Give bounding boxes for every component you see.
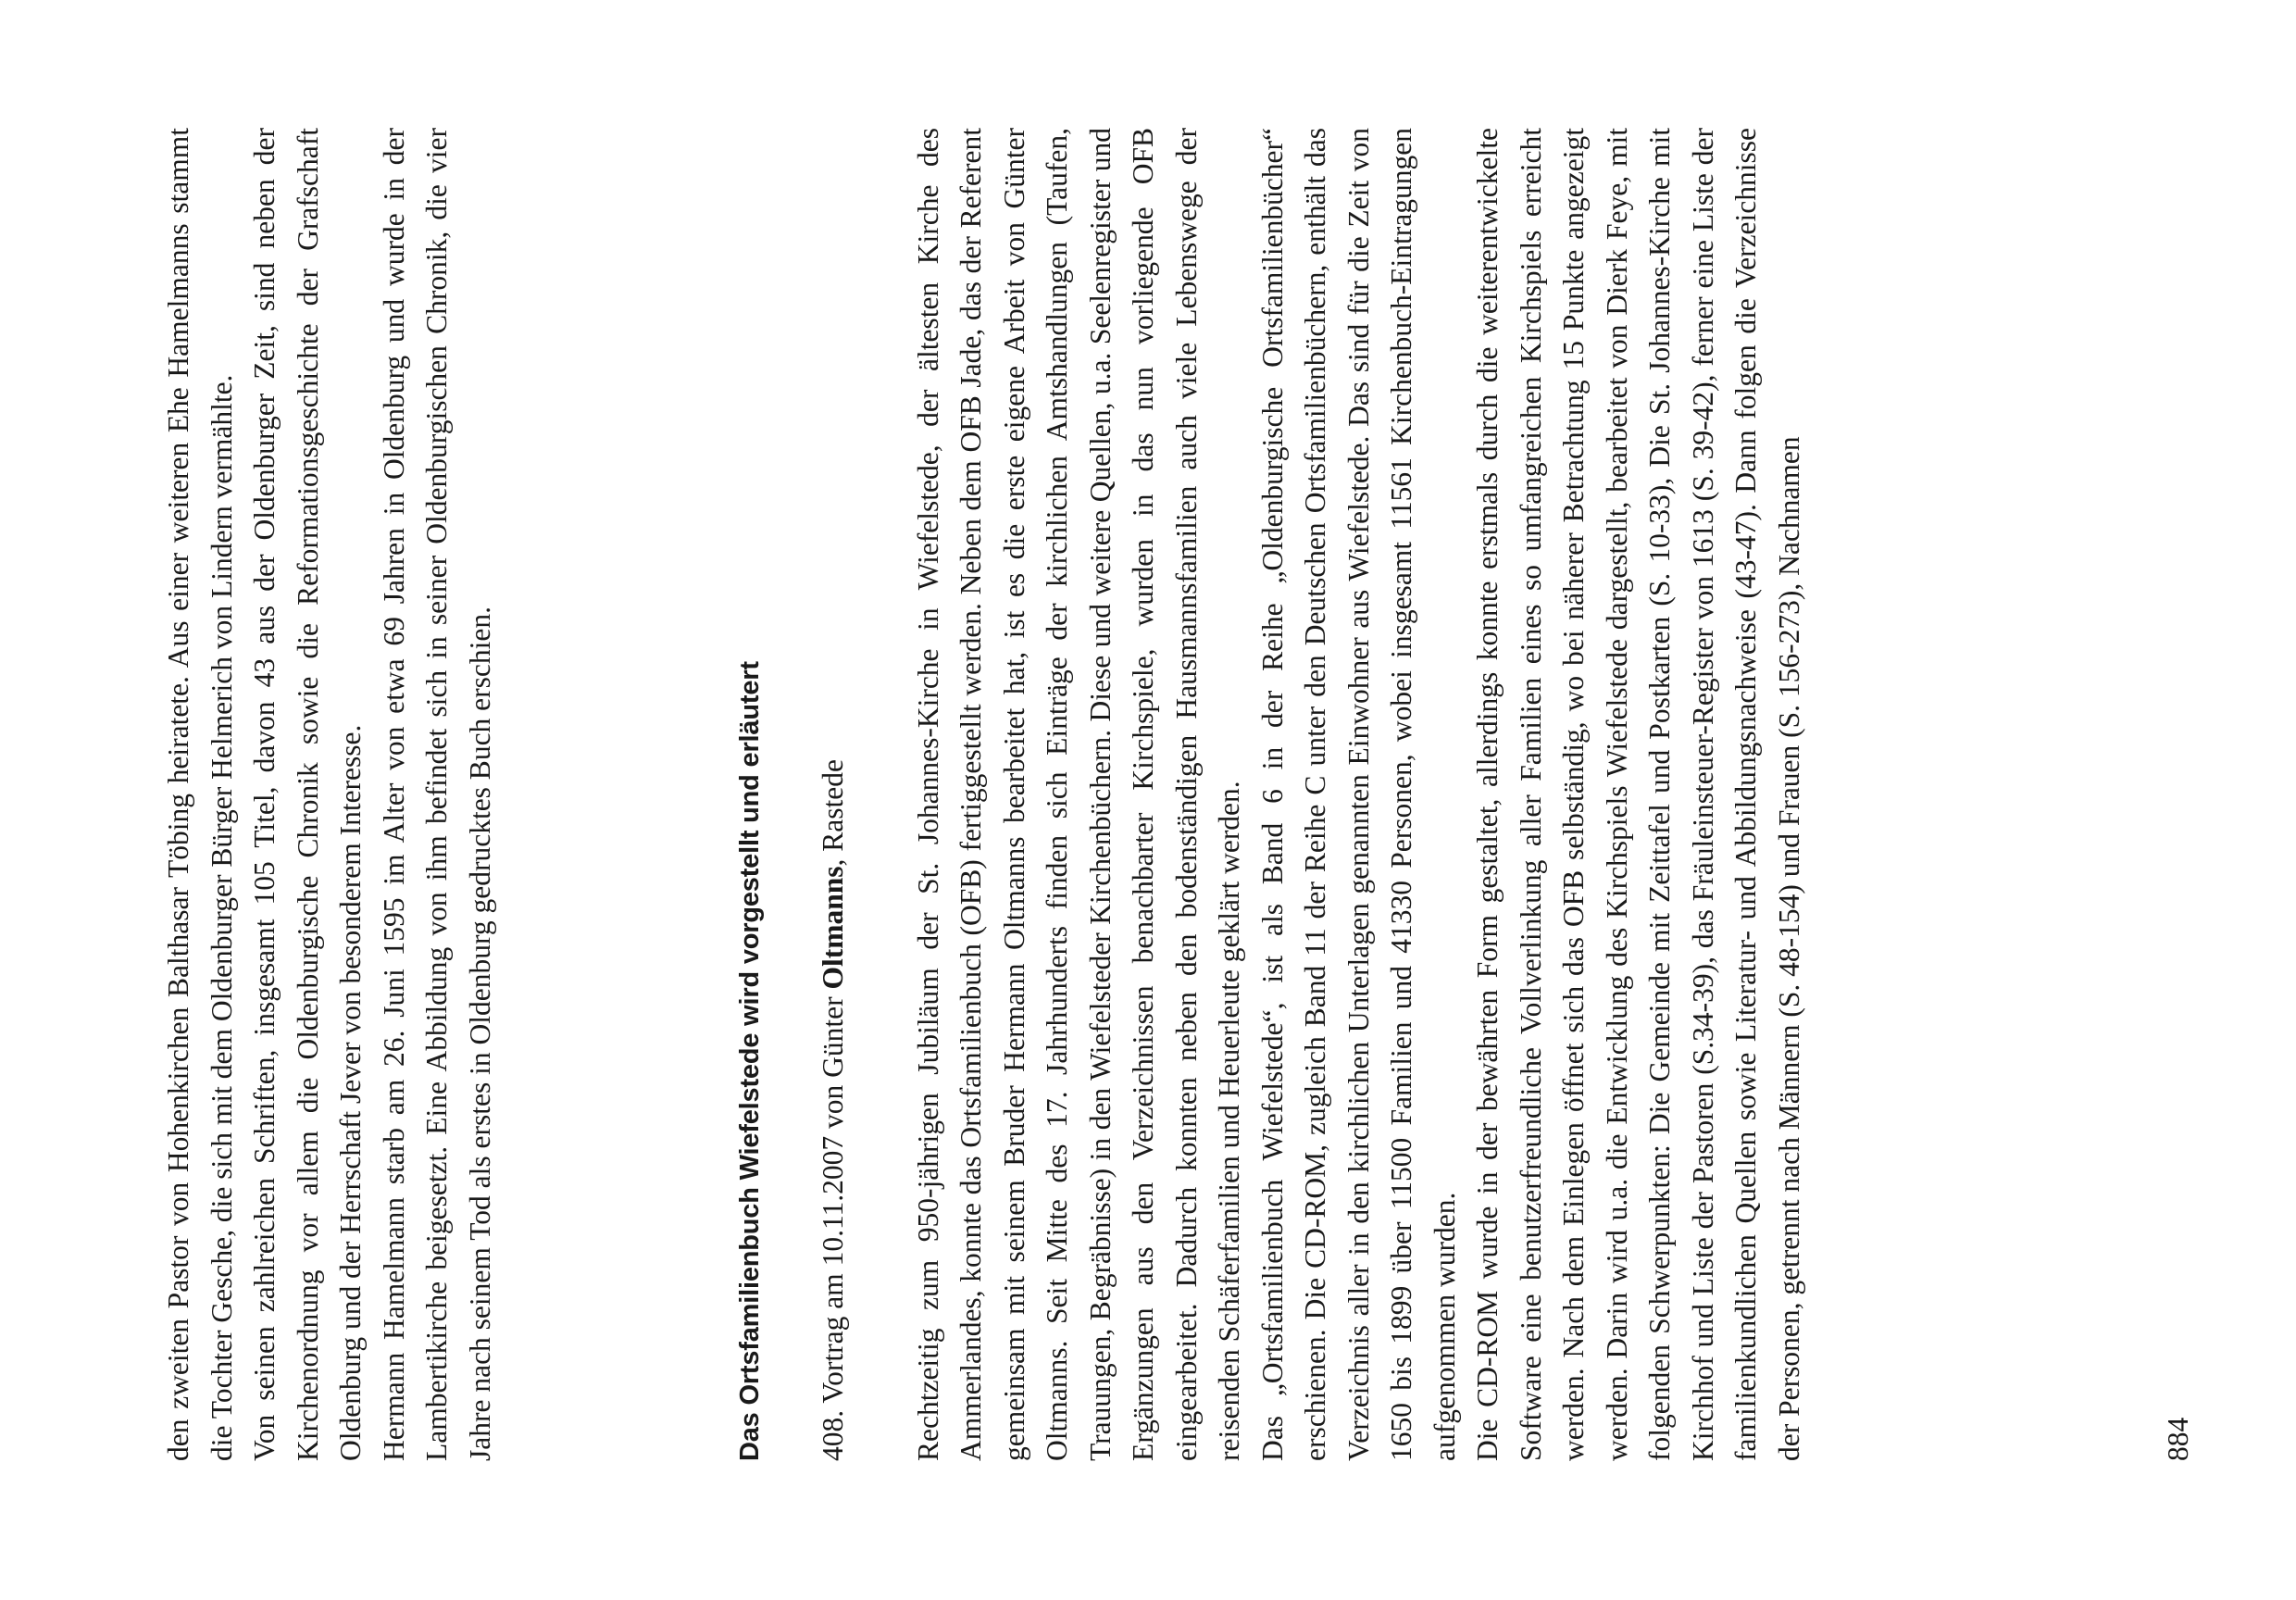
page-number: 884 (2162, 1417, 2194, 1461)
paragraph: Das „Ortsfamilienbuch Wiefelstede“, ist als Band 6 in der Reihe „Oldenburgische Ortsfamilienbücher“ erschienen. Die CD-ROM, zugleich Band 11 der Reihe C unter den Deutschen Ortsfamilienbüchern, enthält das Verzeichnis aller in den kirchlichen Unterlagen genannten Einwohner aus Wiefelstede. Das sind für die Zeit von 1650 bis 1899 über 11500 Familien und 41330 Personen, wobei insgesamt 11561 Kirchenbuch-Eintragungen aufgenommen wurden. (1255, 128, 1461, 1461)
previous-section-text (157, 128, 502, 1461)
paragraph: Rechtzeitig zum 950-jährigen Jubiläum der St. Johannes-Kirche in Wiefelstede, der ältesten Kirche des Ammerlandes, konnte das Ortsfamilienbuch (OFB) fertiggestellt werden. Neben dem OFB Jade, das der Referent gemeinsam mit seinem Bruder Hermann Oltmanns bearbeitet hat, ist es die erste eigene Arbeit von Günter Oltmanns. Seit Mitte des 17. Jahrhunderts finden sich Einträge der kirchlichen Amtshandlungen (Taufen, Trauungen, Begräbnisse) in den Wiefelsteder Kirchenbüchern. Diese und weitere Quellen, u.a. Seelenregister und Ergänzungen aus den Verzeichnissen benachbarter Kirchspiele, wurden in das nun vorliegende OFB eingearbeitet. Dadurch konnten neben den bodenständigen Hausmannsfamilien auch viele Lebenswege der reisenden Schäferfamilien und Heuerleute geklärt werden. (911, 128, 1245, 1461)
paragraph: Von seinen zahlreichen Schriften, insgesamt 105 Titel, davon 43 aus der Oldenburger Zeit, sind neben der Kirchenordnung vor allem die Oldenburgische Chronik sowie die Reformationsgeschichte der Grafschaft Oldenburg und der Herrschaft Jever von besonderem Interesse. (248, 128, 367, 1461)
author-surname: Oltmanns (817, 866, 849, 990)
byline-suffix: , Rastede (817, 759, 849, 867)
paragraph: Hermann Hamelmann starb am 26. Juni 1595 im Alter von etwa 69 Jahren in Oldenburg und wurde in der Lambertikirche beigesetzt. Eine Abbildung von ihm befindet sich in seiner Oldenburgischen Chronik, die vier Jahre nach seinem Tod als erstes in Oldenburg gedrucktes Buch erschien. (377, 128, 496, 1461)
article-byline (812, 128, 855, 1461)
paragraph: den zweiten Pastor von Hohenkirchen Balthasar Töbing heiratete. Aus einer weiteren Ehe Hamelmanns stammt die Tochter Gesche, die sich mit dem Oldenburger Bürger Helmerich von Lindern vermählte. (162, 128, 238, 1461)
article (731, 128, 1811, 1461)
article-title: Das Ortsfamilienbuch Wiefelstede wird vorgestellt und erläutert (735, 661, 765, 1461)
byline-prefix: 408. Vortrag am 10.11.2007 von Günter (817, 989, 849, 1461)
paragraph: Die CD-ROM wurde in der bewährten Form gestaltet, allerdings konnte erstmals durch die weiterentwickelte Software eine benutzerfreundliche Vollverlinkung aller Familien eines so umfangreichen Kirchspiels erreicht werden. Nach dem Einlegen öffnet sich das OFB selbständig, wo bei näherer Betrachtung 15 Punkte angezeigt werden. Darin wird u.a. die Entwicklung des Kirchspiels Wiefelstede dargestellt, bearbeitet von Dierk Feye, mit folgenden Schwerpunkten: Die Gemeinde mit Zeittafel und Postkarten (S. 10-33), Die St. Johannes-Kirche mit Kirchhof und Liste der Pastoren (S.34-39), das Fräuleinsteuer-Register von 1613 (S. 39-42), ferner eine Liste der familienkundlichen Quellen sowie Literatur- und Abbildungsnachweise (43-47). Dann folgen die Verzeichnisse der Personen, getrennt nach Männern (S. 48-154) und Frauen (S. 156-273), Nachnamen (1471, 128, 1805, 1461)
